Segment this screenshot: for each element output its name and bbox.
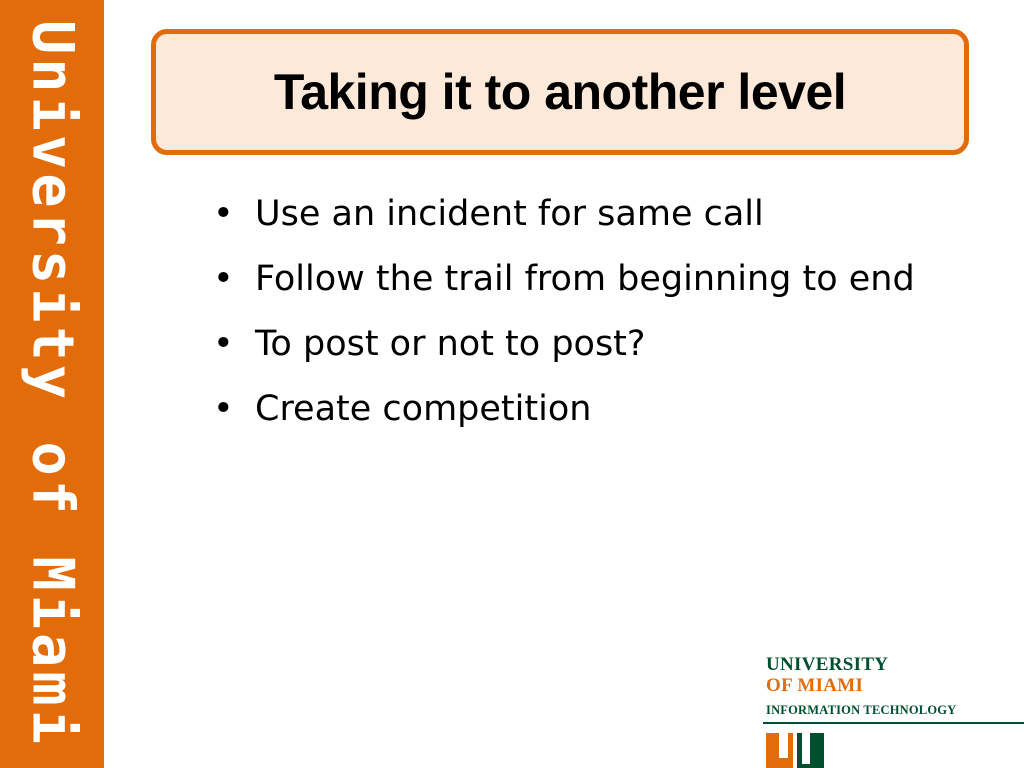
sidebar-banner [0,0,104,768]
bullet-marker: • [213,389,234,429]
bullet-text: Use an incident for same call [255,194,764,234]
slide-title: Taking it to another level [273,64,847,120]
sidebar-vertical-text: University of Miami [19,19,86,749]
bullet-marker: • [213,324,234,364]
u-logo-icon [766,733,824,768]
logo-of-miami-text: OF MIAMI [766,675,864,696]
bullet-list [213,186,915,446]
bullet-text: To post or not to post? [255,324,646,364]
bullet-item [213,381,915,446]
title-box [151,29,969,155]
bullet-text: Follow the trail from beginning to end [255,259,915,299]
logo-university-text: UNIVERSITY [766,654,889,675]
bullet-item [213,316,915,381]
bullet-item [213,251,915,316]
bullet-marker: • [213,259,234,299]
logo-divider [763,722,1024,724]
bullet-text: Create competition [255,389,592,429]
university-logo [763,654,1024,768]
bullet-item [213,186,915,251]
bullet-marker: • [213,194,234,234]
logo-information-technology-text: INFORMATION TECHNOLOGY [766,703,957,717]
